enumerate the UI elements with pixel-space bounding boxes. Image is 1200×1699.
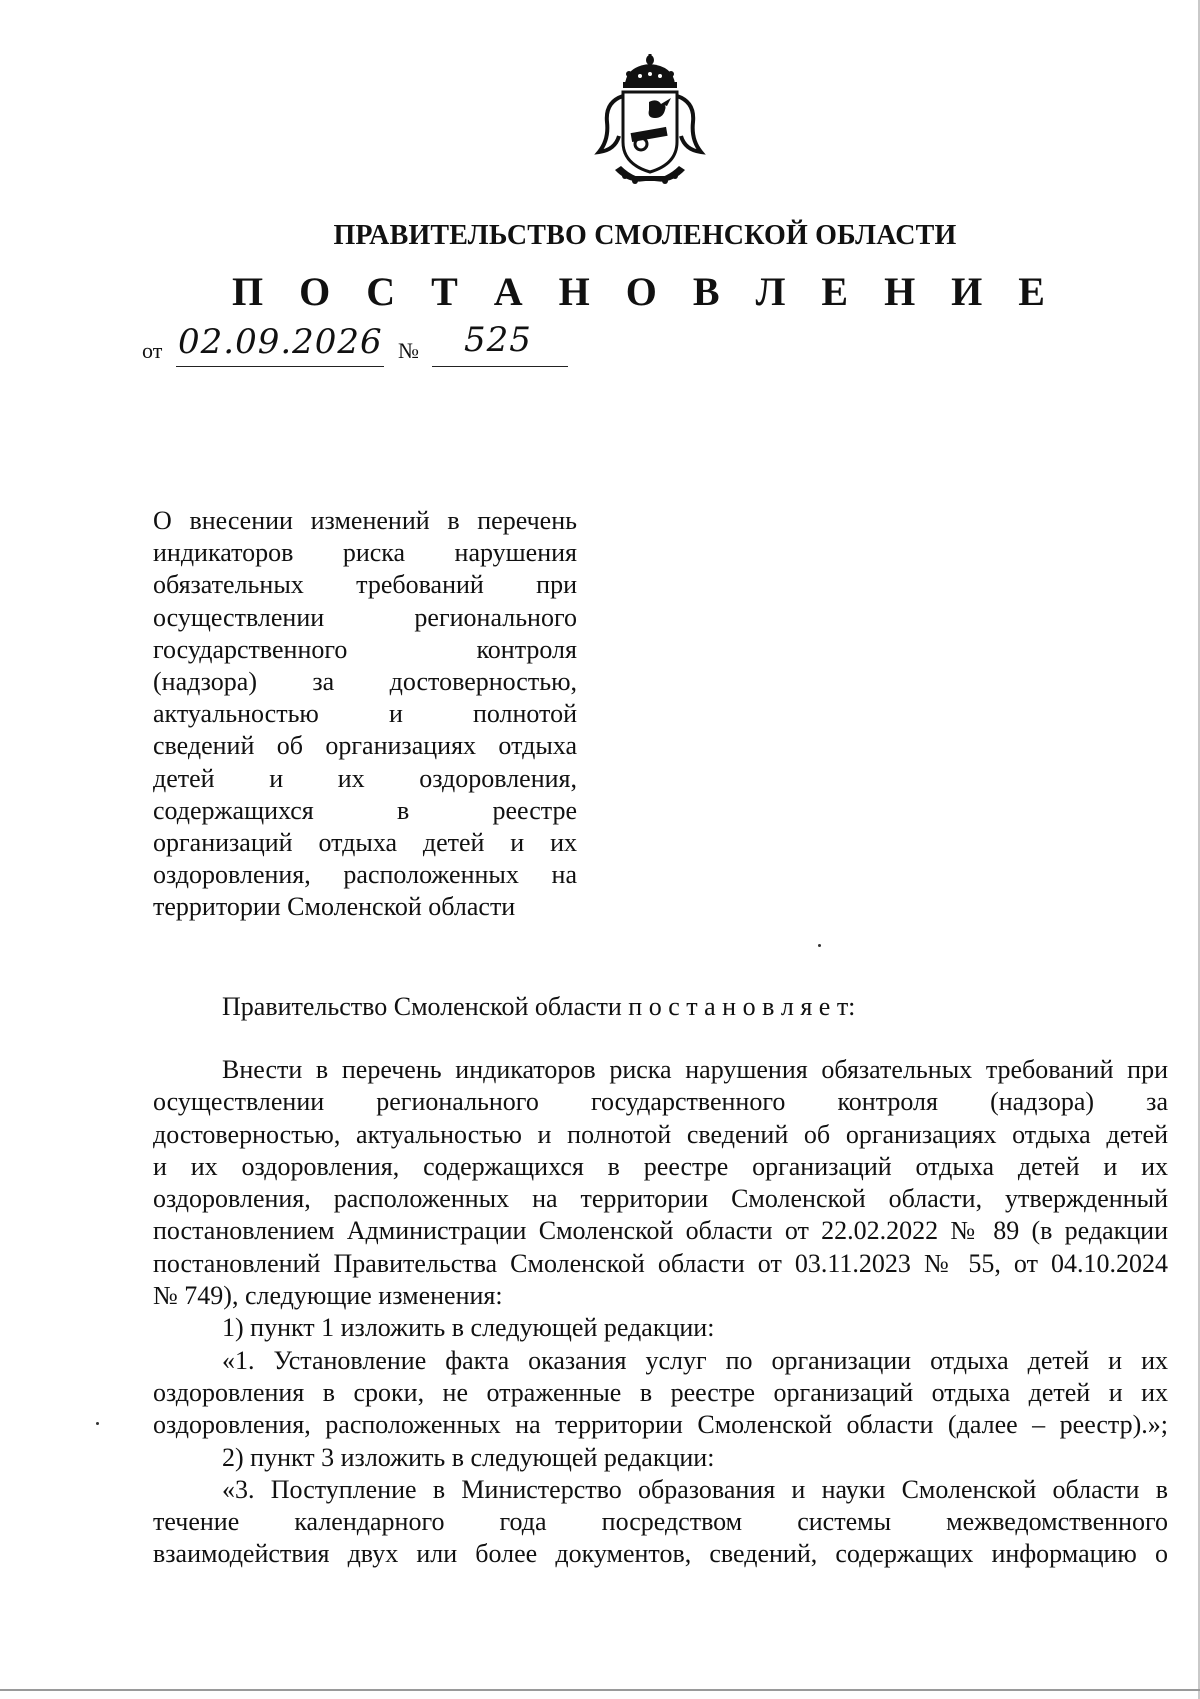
organization-title: ПРАВИТЕЛЬСТВО СМОЛЕНСКОЙ ОБЛАСТИ [333,220,957,251]
body-line: постановлений Правительства Смоленской области от 03.11.2023 № 55, от 04.10.2024 [153,1248,1168,1278]
document-subject [153,505,577,924]
body-line: течение календарного года посредством системы межведомственного [153,1507,1168,1537]
body-line: осуществлении регионального государственного контроля (надзора) за [153,1087,1168,1117]
handwritten-number: 525 [464,320,532,360]
scan-speck [96,1422,99,1425]
body-line: достоверностью, актуальностью и полнотой сведений об организациях отдыха детей [153,1119,1168,1149]
subject-line: организаций отдыха детей и их [153,828,577,858]
body-line: взаимодействия двух или более документов, сведений, содержащих информацию о [153,1539,1168,1569]
body-line: № 749), следующие изменения: [153,1281,503,1311]
body-line: оздоровления, расположенных на территории Смоленской области (далее – реестр).»; [153,1410,1168,1440]
subject-line: сведений об организациях отдыха [153,731,577,761]
subject-line: территории Смоленской области [153,892,516,922]
body-line: 1) пункт 1 изложить в следующей редакции: [222,1313,715,1343]
date-label: от [142,338,163,363]
body-line: 2) пункт 3 изложить в следующей редакции: [222,1442,715,1472]
decree-statement: Правительство Смоленской области п о с т а н о в л я е т: [222,992,856,1021]
subject-line: детей и их оздоровления, [153,763,577,793]
subject-line: обязательных требований при [153,570,577,600]
subject-line: индикаторов риска нарушения [153,538,577,568]
body-line: «3. Поступление в Министерство образования и науки Смоленской области в [222,1474,1168,1504]
body-line: постановлением Администрации Смоленской области от 22.02.2022 № 89 (в редакции [153,1216,1168,1246]
date-underline [176,366,384,367]
subject-line: оздоровления, расположенных на [153,860,577,890]
body-line: Внести в перечень индикаторов риска нарушения обязательных требований при [222,1055,1168,1084]
number-underline [432,366,568,367]
subject-line: государственного контроля [153,634,577,664]
document-type-title: П О С Т А Н О В Л Е Н И Е [232,269,1058,314]
subject-line: содержащихся в реестре [153,795,577,825]
scan-bottom-line [0,1689,1200,1691]
body-line: «1. Установление факта оказания услуг по организации отдыха детей и их [222,1345,1168,1375]
subject-line: (надзора) за достоверностью, [153,667,577,697]
smolensk-coat-of-arms-icon [585,52,715,187]
subject-line: актуальностью и полнотой [153,699,577,729]
body-line: оздоровления, расположенных на территории Смоленской области, утвержденный [153,1184,1168,1214]
subject-line: О внесении изменений в перечень [153,506,577,535]
handwritten-date: 02.09.2026 [178,322,383,362]
body-line: и их оздоровления, содержащихся в реестре организаций отдыха детей и их [153,1151,1168,1181]
body-line: оздоровления в сроки, не отраженные в реестре организаций отдыха детей и их [153,1377,1168,1407]
scan-speck [818,944,821,947]
document-body [153,1054,1168,1571]
number-label: № [398,338,419,363]
subject-line: осуществлении регионального [153,602,577,632]
